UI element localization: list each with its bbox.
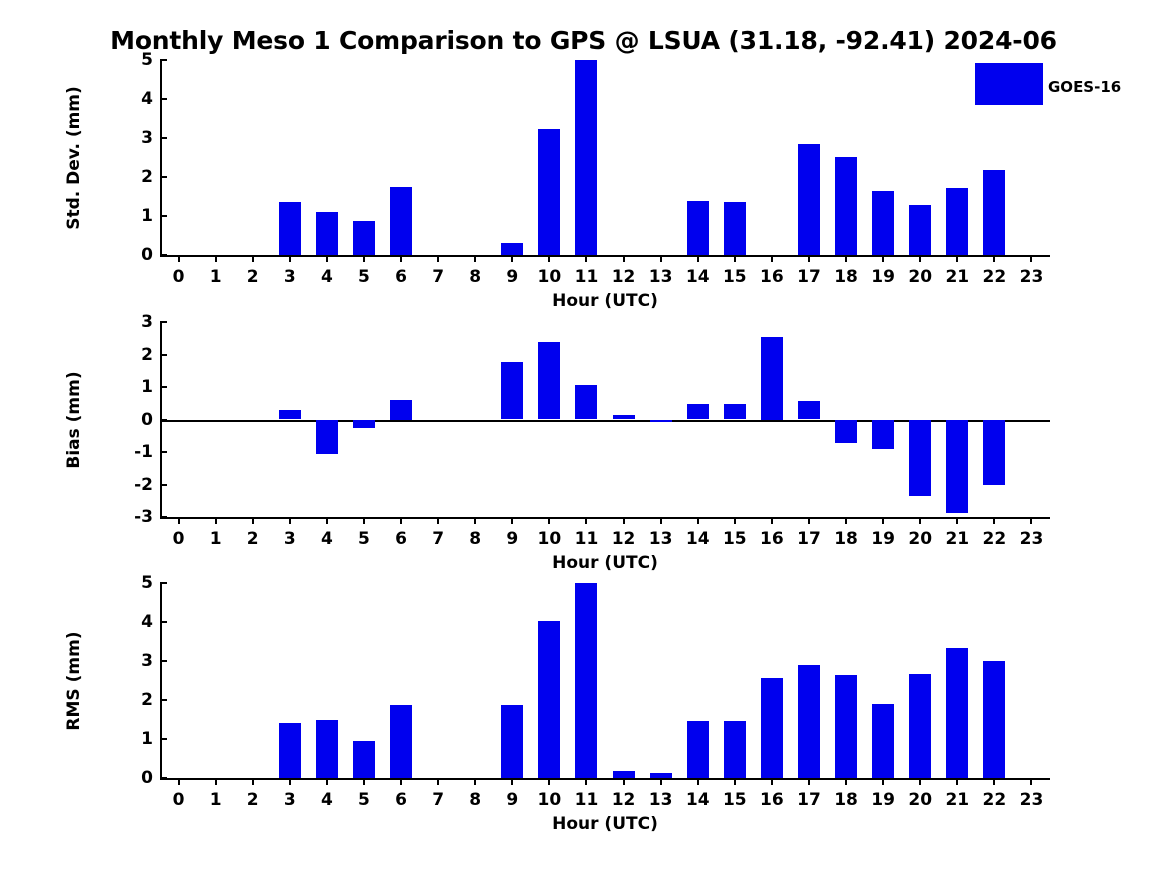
x-tick-label: 18: [834, 529, 858, 549]
y-axis-title: Std. Dev. (mm): [64, 85, 84, 230]
x-tick-label: 20: [908, 790, 933, 810]
y-tick-label: 3: [141, 651, 153, 671]
y-tick: [160, 777, 167, 779]
x-tick-label: 10: [537, 790, 562, 810]
y-tick: [160, 699, 167, 701]
x-tick-label: 13: [648, 529, 673, 549]
bar: [946, 648, 968, 778]
x-tick-label: 23: [1019, 529, 1044, 549]
x-tick-label: 5: [358, 267, 370, 287]
x-tick: [326, 778, 328, 785]
x-tick-label: 11: [574, 267, 599, 287]
x-tick-label: 10: [537, 267, 562, 287]
x-tick-label: 3: [283, 267, 296, 287]
x-tick-label: 7: [432, 267, 445, 287]
x-tick: [289, 778, 291, 785]
x-tick-label: 3: [283, 529, 296, 549]
x-tick-label: 2: [246, 790, 259, 810]
x-tick: [178, 778, 180, 785]
y-tick-label: 2: [141, 344, 153, 365]
x-tick-label: 0: [172, 529, 185, 549]
bar: [872, 704, 894, 778]
x-tick: [993, 778, 995, 785]
x-tick: [1030, 778, 1032, 785]
x-tick-label: 0: [172, 790, 185, 810]
x-tick-label: 14: [685, 267, 710, 287]
x-tick-label: 6: [395, 267, 407, 287]
y-axis-title: Bias (mm): [64, 370, 84, 469]
x-tick-label: 18: [834, 790, 858, 810]
y-tick-label: 0: [141, 245, 153, 265]
x-tick-label: 11: [574, 790, 599, 810]
y-tick-label: 0: [141, 768, 153, 788]
x-tick-label: 22: [982, 790, 1007, 810]
x-tick: [882, 778, 884, 785]
x-tick-label: 0: [172, 267, 185, 287]
x-tick: [437, 778, 439, 785]
y-tick-label: 1: [141, 206, 153, 226]
y-tick-label: 5: [141, 50, 153, 70]
x-tick: [363, 778, 365, 785]
x-tick-label: 12: [611, 529, 636, 549]
x-tick-label: 16: [760, 267, 784, 287]
y-tick-label: 3: [141, 312, 153, 332]
x-tick-label: 1: [209, 790, 222, 810]
y-axis-line: [160, 583, 162, 778]
x-tick: [252, 778, 254, 785]
x-tick-label: 12: [611, 267, 636, 287]
y-tick: [160, 660, 167, 662]
x-tick-label: 18: [834, 267, 858, 287]
x-tick: [511, 778, 513, 785]
x-tick: [956, 778, 958, 785]
x-tick: [808, 778, 810, 785]
x-axis-line: [160, 778, 1050, 780]
x-tick-label: 22: [982, 267, 1007, 287]
bar: [724, 721, 746, 778]
x-tick-label: 20: [908, 267, 933, 287]
x-tick-label: 8: [469, 790, 482, 810]
x-tick-label: 23: [1019, 790, 1044, 810]
x-tick: [697, 778, 699, 785]
x-tick-label: 9: [506, 529, 519, 549]
x-tick-label: 9: [506, 267, 519, 287]
bar: [353, 741, 375, 778]
y-tick-label: 2: [141, 167, 153, 187]
x-tick-label: 1: [209, 267, 222, 287]
plot-area-rms: [64, 573, 1050, 834]
x-tick-label: 19: [871, 267, 895, 287]
x-tick-label: 11: [574, 529, 599, 549]
y-tick-label: -2: [134, 474, 153, 495]
x-tick-label: 7: [432, 529, 445, 549]
x-tick: [400, 778, 402, 785]
x-tick-label: 13: [648, 267, 673, 287]
x-axis-title: Hour (UTC): [552, 814, 658, 834]
x-tick-label: 4: [320, 529, 333, 549]
x-tick-label: 8: [469, 529, 482, 549]
x-tick-label: 23: [1019, 267, 1044, 287]
bar: [798, 665, 820, 778]
x-axis-title: Hour (UTC): [552, 553, 658, 573]
x-tick-label: 14: [685, 790, 710, 810]
y-tick: [160, 582, 167, 584]
y-tick-label: -3: [134, 507, 153, 527]
x-tick-label: 4: [320, 790, 333, 810]
y-tick: [160, 621, 167, 623]
legend-label: GOES-16: [1048, 78, 1122, 96]
x-tick-label: 4: [320, 267, 333, 287]
x-tick-label: 8: [469, 267, 482, 287]
bar: [538, 621, 560, 778]
y-tick-label: 0: [141, 409, 153, 430]
x-tick-label: 6: [395, 529, 407, 549]
x-tick-label: 17: [797, 790, 821, 810]
x-tick: [771, 778, 773, 785]
x-tick-label: 2: [246, 529, 259, 549]
x-tick: [585, 778, 587, 785]
x-tick: [474, 778, 476, 785]
x-tick-label: 16: [760, 529, 784, 549]
x-tick-label: 7: [432, 790, 445, 810]
x-tick: [734, 778, 736, 785]
bar: [613, 771, 635, 778]
x-tick-label: 2: [246, 267, 259, 287]
x-tick: [845, 778, 847, 785]
x-tick-label: 17: [797, 267, 821, 287]
x-tick-label: 16: [760, 790, 784, 810]
y-tick-label: -1: [134, 442, 153, 462]
bar: [983, 661, 1005, 778]
x-tick-label: 9: [506, 790, 519, 810]
page-title: Monthly Meso 1 Comparison to GPS @ LSUA (31.18, -92.41) 2024-06: [110, 26, 1057, 55]
x-tick-label: 21: [945, 790, 970, 810]
bar: [316, 720, 338, 779]
x-tick-label: 19: [871, 790, 895, 810]
x-tick-label: 10: [537, 529, 562, 549]
bar: [835, 675, 857, 778]
x-tick: [215, 778, 217, 785]
y-tick-label: 4: [141, 89, 153, 109]
x-tick-label: 6: [395, 790, 407, 810]
x-tick-label: 22: [982, 529, 1007, 549]
y-tick: [160, 738, 167, 740]
y-tick-label: 5: [141, 573, 153, 593]
x-tick-label: 20: [908, 529, 933, 549]
y-tick-label: 4: [141, 612, 153, 632]
x-tick-label: 15: [722, 529, 747, 549]
y-axis-title: RMS (mm): [64, 630, 84, 731]
y-tick-label: 1: [141, 729, 153, 749]
bar: [909, 674, 931, 778]
x-tick-label: 5: [358, 529, 370, 549]
x-tick-label: 17: [797, 529, 821, 549]
y-tick-label: 1: [141, 377, 153, 397]
x-tick-label: 13: [648, 790, 673, 810]
x-tick-label: 14: [685, 529, 710, 549]
x-tick: [919, 778, 921, 785]
x-tick-label: 21: [945, 267, 970, 287]
x-axis-title: Hour (UTC): [552, 291, 658, 311]
bar: [279, 723, 301, 778]
x-tick-label: 12: [611, 790, 636, 810]
y-tick-label: 3: [141, 128, 153, 148]
x-tick-label: 5: [358, 790, 370, 810]
bar: [761, 678, 783, 778]
bar: [501, 705, 523, 778]
bar: [575, 583, 597, 778]
x-tick: [548, 778, 550, 785]
y-tick-label: 2: [141, 690, 153, 710]
x-tick-label: 15: [722, 790, 747, 810]
bar: [390, 705, 412, 778]
x-tick: [660, 778, 662, 785]
bar: [687, 721, 709, 778]
x-tick-label: 21: [945, 529, 970, 549]
x-tick: [623, 778, 625, 785]
x-tick-label: 1: [209, 529, 222, 549]
bar: [650, 773, 672, 778]
x-tick-label: 19: [871, 529, 895, 549]
x-tick-label: 15: [722, 267, 747, 287]
x-tick-label: 3: [283, 790, 296, 810]
